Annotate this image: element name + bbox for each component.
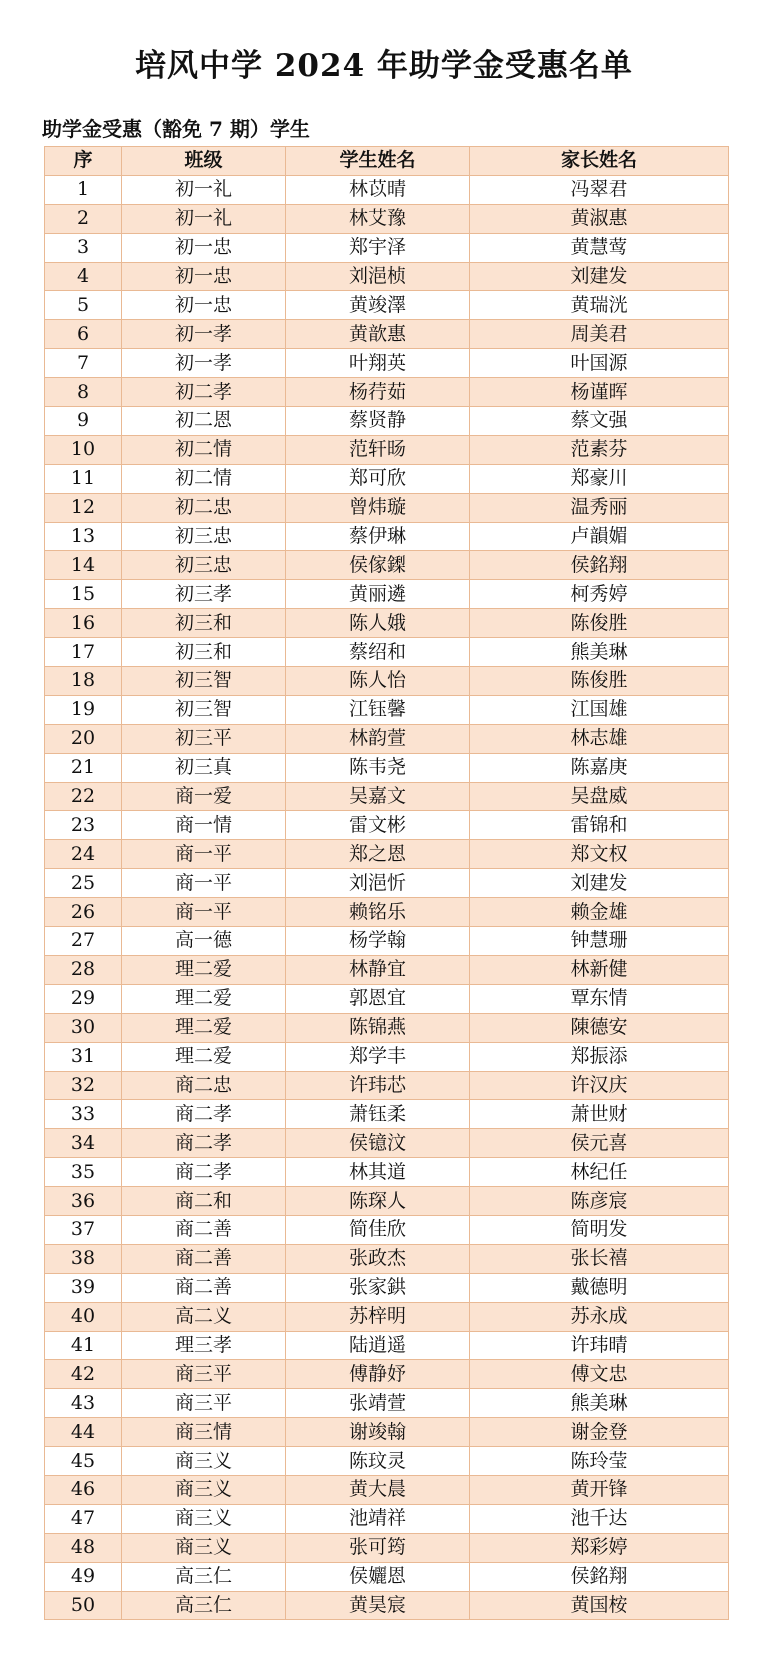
cell-parent-name: 苏永成	[470, 1302, 729, 1331]
cell-index: 11	[45, 464, 122, 493]
table-row	[45, 1187, 729, 1216]
table-body	[45, 175, 729, 1620]
cell-parent-name: 萧世财	[470, 1100, 729, 1129]
cell-parent-name: 江国雄	[470, 695, 729, 724]
header-parent-name: 家长姓名	[470, 147, 729, 176]
cell-index: 10	[45, 435, 122, 464]
cell-index: 9	[45, 407, 122, 436]
cell-index: 36	[45, 1187, 122, 1216]
cell-class: 初三孝	[122, 580, 286, 609]
cell-student-name: 池靖祥	[286, 1504, 470, 1533]
table-row	[45, 1302, 729, 1331]
table-row	[45, 291, 729, 320]
cell-parent-name: 许玮晴	[470, 1331, 729, 1360]
cell-parent-name: 温秀丽	[470, 493, 729, 522]
cell-class: 理三孝	[122, 1331, 286, 1360]
cell-index: 30	[45, 1013, 122, 1042]
cell-class: 初一忠	[122, 262, 286, 291]
cell-index: 17	[45, 638, 122, 667]
cell-class: 初三智	[122, 667, 286, 696]
cell-class: 商一情	[122, 811, 286, 840]
table-row	[45, 638, 729, 667]
cell-index: 33	[45, 1100, 122, 1129]
cell-class: 初三真	[122, 753, 286, 782]
cell-index: 39	[45, 1273, 122, 1302]
cell-index: 19	[45, 695, 122, 724]
cell-parent-name: 侯銘翔	[470, 551, 729, 580]
cell-class: 商三义	[122, 1533, 286, 1562]
cell-class: 初三平	[122, 724, 286, 753]
cell-student-name: 侯镱汶	[286, 1129, 470, 1158]
cell-student-name: 黄丽遴	[286, 580, 470, 609]
cell-class: 高二义	[122, 1302, 286, 1331]
cell-class: 商三平	[122, 1389, 286, 1418]
cell-index: 44	[45, 1418, 122, 1447]
cell-parent-name: 郑振添	[470, 1042, 729, 1071]
cell-student-name: 郑可欣	[286, 464, 470, 493]
cell-index: 12	[45, 493, 122, 522]
cell-student-name: 黄歆惠	[286, 320, 470, 349]
cell-class: 理二爱	[122, 1013, 286, 1042]
recipients-table	[44, 146, 729, 1620]
cell-student-name: 吴嘉文	[286, 782, 470, 811]
cell-index: 7	[45, 349, 122, 378]
cell-parent-name: 张长禧	[470, 1244, 729, 1273]
cell-student-name: 郑之恩	[286, 840, 470, 869]
cell-class: 商二孝	[122, 1129, 286, 1158]
cell-class: 初三和	[122, 638, 286, 667]
cell-class: 初二恩	[122, 407, 286, 436]
cell-parent-name: 陳德安	[470, 1013, 729, 1042]
cell-parent-name: 侯元喜	[470, 1129, 729, 1158]
table-row	[45, 782, 729, 811]
cell-class: 商二善	[122, 1215, 286, 1244]
cell-class: 初三和	[122, 609, 286, 638]
cell-index: 35	[45, 1158, 122, 1187]
table-row	[45, 1504, 729, 1533]
table-row	[45, 233, 729, 262]
cell-class: 高三仁	[122, 1591, 286, 1620]
table-row	[45, 1244, 729, 1273]
cell-student-name: 郑学丰	[286, 1042, 470, 1071]
cell-index: 34	[45, 1129, 122, 1158]
cell-index: 37	[45, 1215, 122, 1244]
cell-class: 高三仁	[122, 1562, 286, 1591]
cell-parent-name: 池千达	[470, 1504, 729, 1533]
cell-index: 3	[45, 233, 122, 262]
cell-class: 初一孝	[122, 349, 286, 378]
cell-class: 高一德	[122, 927, 286, 956]
cell-student-name: 郑宇泽	[286, 233, 470, 262]
cell-class: 商一平	[122, 898, 286, 927]
header-student-name: 学生姓名	[286, 147, 470, 176]
cell-student-name: 叶翔英	[286, 349, 470, 378]
table-row	[45, 869, 729, 898]
table-row	[45, 753, 729, 782]
cell-student-name: 萧钰柔	[286, 1100, 470, 1129]
cell-student-name: 蔡绍和	[286, 638, 470, 667]
cell-parent-name: 卢韻媚	[470, 522, 729, 551]
table-row	[45, 262, 729, 291]
table-row	[45, 840, 729, 869]
cell-index: 50	[45, 1591, 122, 1620]
cell-parent-name: 刘建发	[470, 869, 729, 898]
cell-student-name: 陈玟灵	[286, 1447, 470, 1476]
cell-index: 29	[45, 984, 122, 1013]
cell-student-name: 黄昊宸	[286, 1591, 470, 1620]
cell-parent-name: 陈嘉庚	[470, 753, 729, 782]
cell-parent-name: 黄开锋	[470, 1475, 729, 1504]
cell-student-name: 谢竣翰	[286, 1418, 470, 1447]
cell-parent-name: 陈彦宸	[470, 1187, 729, 1216]
cell-parent-name: 柯秀婷	[470, 580, 729, 609]
cell-student-name: 林其道	[286, 1158, 470, 1187]
cell-index: 26	[45, 898, 122, 927]
cell-class: 商一平	[122, 840, 286, 869]
cell-student-name: 蔡贤静	[286, 407, 470, 436]
cell-index: 43	[45, 1389, 122, 1418]
table-row	[45, 1215, 729, 1244]
cell-index: 5	[45, 291, 122, 320]
cell-class: 初一礼	[122, 175, 286, 204]
cell-index: 38	[45, 1244, 122, 1273]
cell-class: 初二情	[122, 435, 286, 464]
cell-parent-name: 林志雄	[470, 724, 729, 753]
cell-class: 商二孝	[122, 1100, 286, 1129]
section-subtitle: 助学金受惠（豁免 7 期）学生	[42, 117, 310, 141]
table-row	[45, 1418, 729, 1447]
table-row	[45, 1042, 729, 1071]
cell-student-name: 苏梓明	[286, 1302, 470, 1331]
cell-class: 初二情	[122, 464, 286, 493]
header-class: 班级	[122, 147, 286, 176]
cell-index: 1	[45, 175, 122, 204]
cell-class: 理二爱	[122, 1042, 286, 1071]
table-row	[45, 1389, 729, 1418]
cell-index: 6	[45, 320, 122, 349]
table-header-row	[45, 147, 729, 176]
cell-student-name: 陈人娥	[286, 609, 470, 638]
cell-student-name: 林韵萱	[286, 724, 470, 753]
cell-index: 42	[45, 1360, 122, 1389]
cell-parent-name: 傅文忠	[470, 1360, 729, 1389]
cell-parent-name: 赖金雄	[470, 898, 729, 927]
cell-parent-name: 熊美琳	[470, 638, 729, 667]
cell-index: 40	[45, 1302, 122, 1331]
table-row	[45, 1129, 729, 1158]
table-row	[45, 435, 729, 464]
cell-index: 23	[45, 811, 122, 840]
cell-parent-name: 周美君	[470, 320, 729, 349]
cell-parent-name: 杨谨晖	[470, 378, 729, 407]
cell-class: 商一爱	[122, 782, 286, 811]
cell-parent-name: 郑文权	[470, 840, 729, 869]
cell-student-name: 张政杰	[286, 1244, 470, 1273]
table-row	[45, 493, 729, 522]
cell-parent-name: 许汉庆	[470, 1071, 729, 1100]
cell-index: 20	[45, 724, 122, 753]
cell-student-name: 黄竣澤	[286, 291, 470, 320]
cell-student-name: 林静宜	[286, 955, 470, 984]
table-row	[45, 1562, 729, 1591]
table-row	[45, 955, 729, 984]
table-row	[45, 667, 729, 696]
cell-student-name: 杨学翰	[286, 927, 470, 956]
cell-index: 24	[45, 840, 122, 869]
cell-class: 商二和	[122, 1187, 286, 1216]
cell-parent-name: 陈玲莹	[470, 1447, 729, 1476]
cell-parent-name: 蔡文强	[470, 407, 729, 436]
cell-index: 46	[45, 1475, 122, 1504]
cell-student-name: 赖铭乐	[286, 898, 470, 927]
cell-student-name: 陈琛人	[286, 1187, 470, 1216]
cell-index: 14	[45, 551, 122, 580]
cell-class: 理二爱	[122, 955, 286, 984]
table-row	[45, 927, 729, 956]
table-row	[45, 1071, 729, 1100]
cell-parent-name: 陈俊胜	[470, 609, 729, 638]
table-row	[45, 320, 729, 349]
cell-parent-name: 简明发	[470, 1215, 729, 1244]
cell-student-name: 杨荇茹	[286, 378, 470, 407]
cell-student-name: 侯傢鏫	[286, 551, 470, 580]
cell-class: 商三平	[122, 1360, 286, 1389]
cell-parent-name: 冯翠君	[470, 175, 729, 204]
cell-student-name: 蔡伊琳	[286, 522, 470, 551]
table-row	[45, 609, 729, 638]
document-title: 培风中学 2024 年助学金受惠名单	[135, 48, 633, 84]
cell-student-name: 江钰馨	[286, 695, 470, 724]
table-row	[45, 984, 729, 1013]
table-row	[45, 551, 729, 580]
cell-index: 22	[45, 782, 122, 811]
table-row	[45, 1360, 729, 1389]
cell-student-name: 陈锦燕	[286, 1013, 470, 1042]
cell-index: 45	[45, 1447, 122, 1476]
table-row	[45, 175, 729, 204]
cell-student-name: 范轩旸	[286, 435, 470, 464]
cell-parent-name: 林新健	[470, 955, 729, 984]
table-row	[45, 1273, 729, 1302]
cell-index: 15	[45, 580, 122, 609]
cell-parent-name: 陈俊胜	[470, 667, 729, 696]
cell-index: 41	[45, 1331, 122, 1360]
table-row	[45, 898, 729, 927]
cell-student-name: 简佳欣	[286, 1215, 470, 1244]
table-row	[45, 522, 729, 551]
cell-student-name: 郭恩宜	[286, 984, 470, 1013]
cell-student-name: 陈人怡	[286, 667, 470, 696]
cell-student-name: 曾炜璇	[286, 493, 470, 522]
cell-index: 4	[45, 262, 122, 291]
cell-class: 初二孝	[122, 378, 286, 407]
cell-student-name: 张家鉷	[286, 1273, 470, 1302]
cell-index: 18	[45, 667, 122, 696]
cell-parent-name: 熊美琳	[470, 1389, 729, 1418]
cell-parent-name: 戴德明	[470, 1273, 729, 1302]
cell-parent-name: 范素芬	[470, 435, 729, 464]
table-row	[45, 378, 729, 407]
cell-student-name: 林艾豫	[286, 204, 470, 233]
cell-index: 48	[45, 1533, 122, 1562]
cell-student-name: 黄大晨	[286, 1475, 470, 1504]
cell-class: 初一礼	[122, 204, 286, 233]
cell-student-name: 刘浥忻	[286, 869, 470, 898]
cell-student-name: 许玮芯	[286, 1071, 470, 1100]
table-row	[45, 349, 729, 378]
cell-index: 13	[45, 522, 122, 551]
table-row	[45, 1533, 729, 1562]
cell-class: 商二善	[122, 1273, 286, 1302]
cell-parent-name: 黄淑惠	[470, 204, 729, 233]
cell-index: 49	[45, 1562, 122, 1591]
cell-parent-name: 林纪任	[470, 1158, 729, 1187]
cell-class: 商一平	[122, 869, 286, 898]
cell-student-name: 傅静妤	[286, 1360, 470, 1389]
cell-index: 47	[45, 1504, 122, 1533]
table-row	[45, 580, 729, 609]
cell-student-name: 雷文彬	[286, 811, 470, 840]
cell-class: 初三忠	[122, 522, 286, 551]
table-row	[45, 1331, 729, 1360]
table-row	[45, 407, 729, 436]
cell-class: 理二爱	[122, 984, 286, 1013]
cell-class: 商二忠	[122, 1071, 286, 1100]
table-row	[45, 204, 729, 233]
table-row	[45, 724, 729, 753]
cell-class: 商三情	[122, 1418, 286, 1447]
table-row	[45, 1100, 729, 1129]
cell-parent-name: 覃东情	[470, 984, 729, 1013]
cell-class: 商三义	[122, 1475, 286, 1504]
table-row	[45, 1013, 729, 1042]
cell-index: 8	[45, 378, 122, 407]
cell-class: 商二孝	[122, 1158, 286, 1187]
cell-class: 初三忠	[122, 551, 286, 580]
cell-index: 2	[45, 204, 122, 233]
cell-index: 21	[45, 753, 122, 782]
cell-index: 25	[45, 869, 122, 898]
cell-student-name: 侯孋恩	[286, 1562, 470, 1591]
cell-class: 初一忠	[122, 291, 286, 320]
cell-student-name: 陆逍遥	[286, 1331, 470, 1360]
cell-parent-name: 谢金登	[470, 1418, 729, 1447]
cell-student-name: 张可筠	[286, 1533, 470, 1562]
table-row	[45, 1447, 729, 1476]
cell-class: 商二善	[122, 1244, 286, 1273]
cell-parent-name: 叶国源	[470, 349, 729, 378]
cell-parent-name: 黄国桉	[470, 1591, 729, 1620]
table-row	[45, 464, 729, 493]
cell-student-name: 刘浥桢	[286, 262, 470, 291]
cell-index: 27	[45, 927, 122, 956]
cell-student-name: 张靖萱	[286, 1389, 470, 1418]
header-index: 序	[45, 147, 122, 176]
cell-parent-name: 雷锦和	[470, 811, 729, 840]
cell-student-name: 陈韦尧	[286, 753, 470, 782]
cell-index: 16	[45, 609, 122, 638]
table-row	[45, 1158, 729, 1187]
cell-class: 商三义	[122, 1447, 286, 1476]
cell-parent-name: 吴盘威	[470, 782, 729, 811]
cell-index: 31	[45, 1042, 122, 1071]
cell-parent-name: 刘建发	[470, 262, 729, 291]
cell-parent-name: 郑彩婷	[470, 1533, 729, 1562]
cell-class: 初三智	[122, 695, 286, 724]
cell-class: 初一孝	[122, 320, 286, 349]
cell-parent-name: 郑豪川	[470, 464, 729, 493]
cell-parent-name: 钟慧珊	[470, 927, 729, 956]
cell-student-name: 林苡晴	[286, 175, 470, 204]
table-row	[45, 1475, 729, 1504]
cell-class: 商三义	[122, 1504, 286, 1533]
table-row	[45, 1591, 729, 1620]
cell-index: 28	[45, 955, 122, 984]
cell-parent-name: 侯銘翔	[470, 1562, 729, 1591]
cell-parent-name: 黄慧莺	[470, 233, 729, 262]
cell-parent-name: 黄瑞洸	[470, 291, 729, 320]
cell-class: 初二忠	[122, 493, 286, 522]
cell-index: 32	[45, 1071, 122, 1100]
table-row	[45, 695, 729, 724]
cell-class: 初一忠	[122, 233, 286, 262]
table-row	[45, 811, 729, 840]
